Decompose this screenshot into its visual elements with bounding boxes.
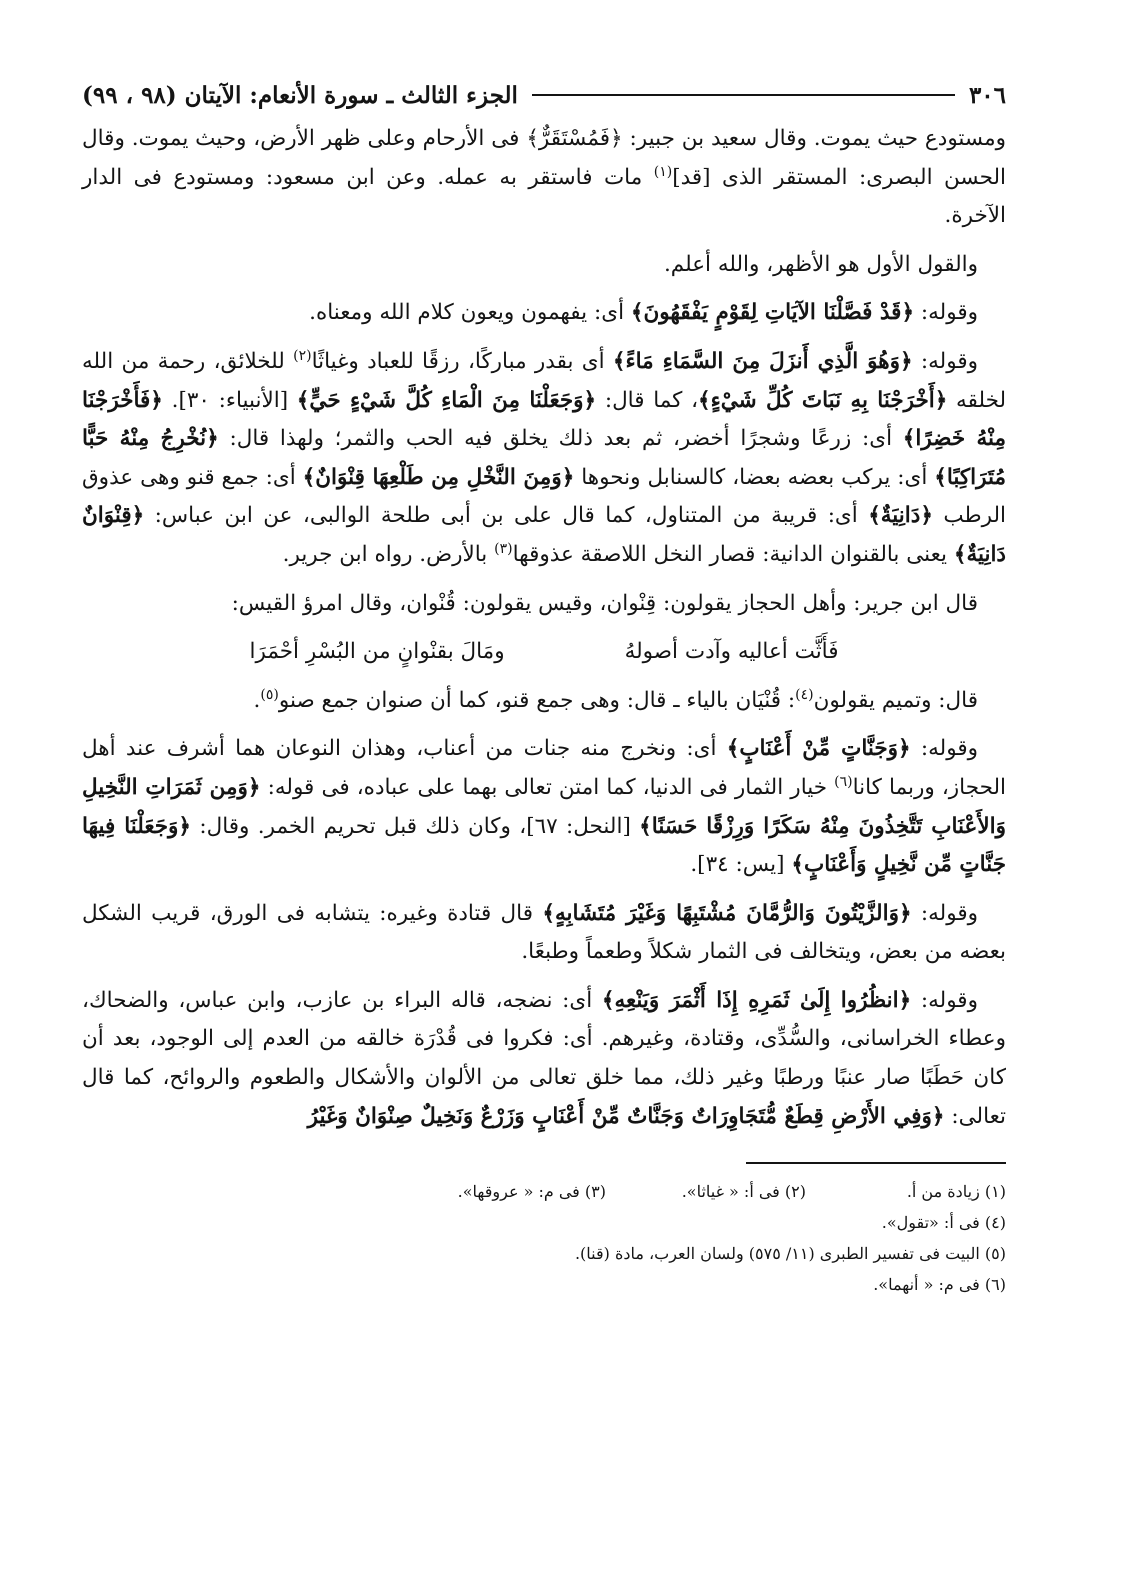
quran-quote: ﴿قِنْوَانٌ دَانِيَةٌ﴾ [82, 503, 1006, 567]
header-rule [532, 94, 955, 96]
paragraph: وقوله: ﴿قَدْ فَصَّلْنَا الآيَاتِ لِقَوْمٍ يَفْقَهُونَ﴾ أى: يفهمون ويعون كلام الله ومعناه. [309, 300, 978, 326]
quran-quote: ﴿وَجَعَلْنَا مِنَ الْمَاءِ كُلَّ شَيْءٍ حَيٍّ﴾ [296, 387, 597, 413]
footnote: (٢) فى أ: « غياثا». [681, 1182, 806, 1202]
quran-quote: ﴿وَفِي الأَرْضِ قِطَعٌ مُّتَجَاوِرَاتٌ وَجَنَّاتٌ مِّنْ أَعْنَابٍ وَزَرْعٌ وَنَخِيلٌ صِنْوَانٌ وَغَيْرُ [307, 1103, 945, 1129]
quran-quote: ﴿أَخْرَجْنَا بِهِ نَبَاتَ كُلِّ شَيْءٍ﴾ [698, 387, 948, 413]
footnote-ref: (٣) [494, 540, 513, 557]
book-page [82, 78, 1006, 1300]
paragraph: وقوله: ﴿وَالزَّيْتُونَ وَالرُّمَّانَ مُشْتَبِهًا وَغَيْرَ مُتَشَابِهٍ﴾ قال قتادة وغيره: يتشابه فى الورق، قريب الشكل بعضه من بعض، ويتخالف فى الثمار شكلاً وطعماً وطبعًا. [82, 900, 1006, 965]
quran-quote: ﴿وَمِن ثَمَرَاتِ النَّخِيلِ وَالأَعْنَابِ تَتَّخِذُونَ مِنْهُ سَكَرًا وَرِزْقًا حَسَنًا﴾ [82, 774, 1006, 839]
footnote: (٥) البيت فى تفسير الطبرى (١١/ ٥٧٥) ولسان العرب، مادة (قنا). [574, 1244, 1006, 1264]
page-header [82, 78, 1006, 112]
quran-quote: ﴿نُخْرِجُ مِنْهُ حَبًّا مُتَرَاكِبًا﴾ [82, 426, 1006, 490]
quran-quote: ﴿انظُرُوا إِلَىٰ ثَمَرِهِ إِذَا أَثْمَرَ وَيَنْعِهِ﴾ [601, 987, 912, 1013]
verse-second-hemistich: ومَالَ بقنْوانٍ من البُسْرِ أحْمَرَا [249, 639, 505, 665]
paragraph: والقول الأول هو الأظهر، والله أعلم. [663, 251, 978, 277]
footnotes [82, 1176, 1006, 1300]
footnote: (٣) فى م: « عروقها». [457, 1182, 606, 1202]
page-number: ٣٠٦ [968, 81, 1006, 109]
paragraph: وقوله: ﴿انظُرُوا إِلَىٰ ثَمَرِهِ إِذَا أَثْمَرَ وَيَنْعِهِ﴾ أى: نضجه، قاله البراء بن عازب، وابن عباس، والضحاك، وعطاء الخراسانى، والسُّدِّى، وقتادة، وغيرهم. أى: فكروا فى قُدْرَة خالقه من العدم إلى الوجود، بعد أن كان حَطَبًا صار عنبًا ورطبًا وغير ذلك، مما خلق تعالى من الألوان والأشكال والطعوم والروائح، كما قال تعالى: ﴿وَفِي الأَرْضِ قِطَعٌ مُّتَجَاوِرَاتٌ وَجَنَّاتٌ مِّنْ أَعْنَابٍ وَزَرْعٌ وَنَخِيلٌ صِنْوَانٌ وَغَيْرُ [82, 987, 1006, 1129]
paragraph: وقوله: ﴿وَهُوَ الَّذِي أَنزَلَ مِنَ السَّمَاءِ مَاءً﴾ أى بقدر مباركًا، رزقًا للعباد وغياثًا$^{(٢)}$ للخلائق، رحمة من الله لخلقه ﴿أَخْرَجْنَا بِهِ نَبَاتَ كُلِّ شَيْءٍ﴾، كما قال: ﴿وَجَعَلْنَا مِنَ الْمَاءِ كُلَّ شَيْءٍ حَيٍّ﴾ [الأنبياء: ٣٠]. ﴿فَأَخْرَجْنَا مِنْهُ خَضِرًا﴾ أى: زرعًا وشجرًا أخضر، ثم بعد ذلك يخلق فيه الحب والثمر؛ ولهذا قال: ﴿نُخْرِجُ مِنْهُ حَبًّا مُتَرَاكِبًا﴾ أى: يركب بعضه بعضا، كالسنابل ونحوها ﴿وَمِنَ النَّخْلِ مِن طَلْعِهَا قِنْوَانٌ﴾ أى: جمع قنو وهى عذوق الرطب ﴿دَانِيَةٌ﴾ أى: قريبة من المتناول، كما قال على بن أبى طلحة الوالبى، عن ابن عباس: ﴿قِنْوَانٌ دَانِيَةٌ﴾ يعنى بالقنوان الدانية: قصار النخل اللاصقة عذوقها$^{(٣)}$ بالأرض. رواه ابن جرير. [82, 347, 1007, 567]
footnote-ref: (٦) [834, 773, 853, 790]
quran-quote: ﴿وَجَنَّاتٍ مِّنْ أَعْنَابٍ﴾ [726, 736, 911, 762]
footnote-ref: (٥) [260, 686, 279, 703]
footnote-ref: (٤) [795, 686, 814, 703]
quran-quote: ﴿وَمِنَ النَّخْلِ مِن طَلْعِهَا قِنْوَانٌ﴾ [302, 464, 575, 490]
main-text [82, 120, 1006, 1136]
quran-quote: ﴿وَجَعَلْنَا فِيهَا جَنَّاتٍ مِّن نَّخِيلٍ وَأَعْنَابٍ﴾ [82, 813, 1006, 878]
quran-quote: ﴿وَهُوَ الَّذِي أَنزَلَ مِنَ السَّمَاءِ مَاءً﴾ [612, 348, 913, 374]
running-title: الجزء الثالث ـ سورة الأنعام: الآيتان (٩٨ ، ٩٩) [82, 81, 518, 109]
footnote-ref: (٢) [293, 347, 312, 364]
poetry-verse [82, 633, 1006, 672]
quran-quote: ﴿قَدْ فَصَّلْنَا الآيَاتِ لِقَوْمٍ يَفْقَهُونَ﴾ [630, 300, 915, 326]
quran-quote: ﴿فَأَخْرَجْنَا مِنْهُ خَضِرًا﴾ [82, 387, 1006, 452]
footnote-row [82, 1176, 1006, 1207]
paragraph: قال: وتميم يقولون$^{(٤)}$: قُنْيَان بالياء ـ قال: وهى جمع قنو، كما أن صنوان جمع صنو$^{(٥)}$. [253, 686, 978, 713]
footnote: (٤) فى أ: «تقول». [881, 1213, 1006, 1233]
paragraph: وقوله: ﴿وَجَنَّاتٍ مِّنْ أَعْنَابٍ﴾ أى: ونخرج منه جنات من أعناب، وهذان النوعان هما أشرف عند أهل الحجاز، وربما كانا$^{(٦)}$ خيار الثمار فى الدنيا، كما امتن تعالى بهما على عباده، فى قوله: ﴿وَمِن ثَمَرَاتِ النَّخِيلِ وَالأَعْنَابِ تَتَّخِذُونَ مِنْهُ سَكَرًا وَرِزْقًا حَسَنًا﴾ [النحل: ٦٧]، وكان ذلك قبل تحريم الخمر. وقال: ﴿وَجَعَلْنَا فِيهَا جَنَّاتٍ مِّن نَّخِيلٍ وَأَعْنَابٍ﴾ [يس: ٣٤]. [82, 736, 1006, 878]
verse-first-hemistich: فَأَثَّت أعاليه وآدت أصولهُ [624, 639, 839, 665]
paragraph: قال ابن جرير: وأهل الحجاز يقولون: قِنْوان، وقيس يقولون: قُنْوان، وقال امرؤ القيس: [231, 590, 978, 616]
footnote-separator [746, 1162, 1006, 1164]
footnote-ref: (١) [653, 163, 673, 180]
footnote: (٦) فى م: « أنهما». [873, 1275, 1006, 1295]
quran-quote: ﴿دَانِيَةٌ﴾ [868, 503, 933, 529]
paragraph: ومستودع حيث يموت. وقال سعيد بن جبير: ﴿فَمُسْتَقَرٌّ﴾ فى الأرحام وعلى ظهر الأرض، وحيث يموت. وقال الحسن البصرى: المستقر الذى [قد]$^{(١)}$ مات فاستقر به عمله. وعن ابن مسعود: ومستودع فى الدار الآخرة. [82, 126, 1006, 229]
quran-quote: ﴿وَالزَّيْتُونَ وَالرُّمَّانَ مُشْتَبِهًا وَغَيْرَ مُتَشَابِهٍ﴾ [542, 900, 912, 926]
footnote: (١) زيادة من أ. [906, 1182, 1006, 1202]
